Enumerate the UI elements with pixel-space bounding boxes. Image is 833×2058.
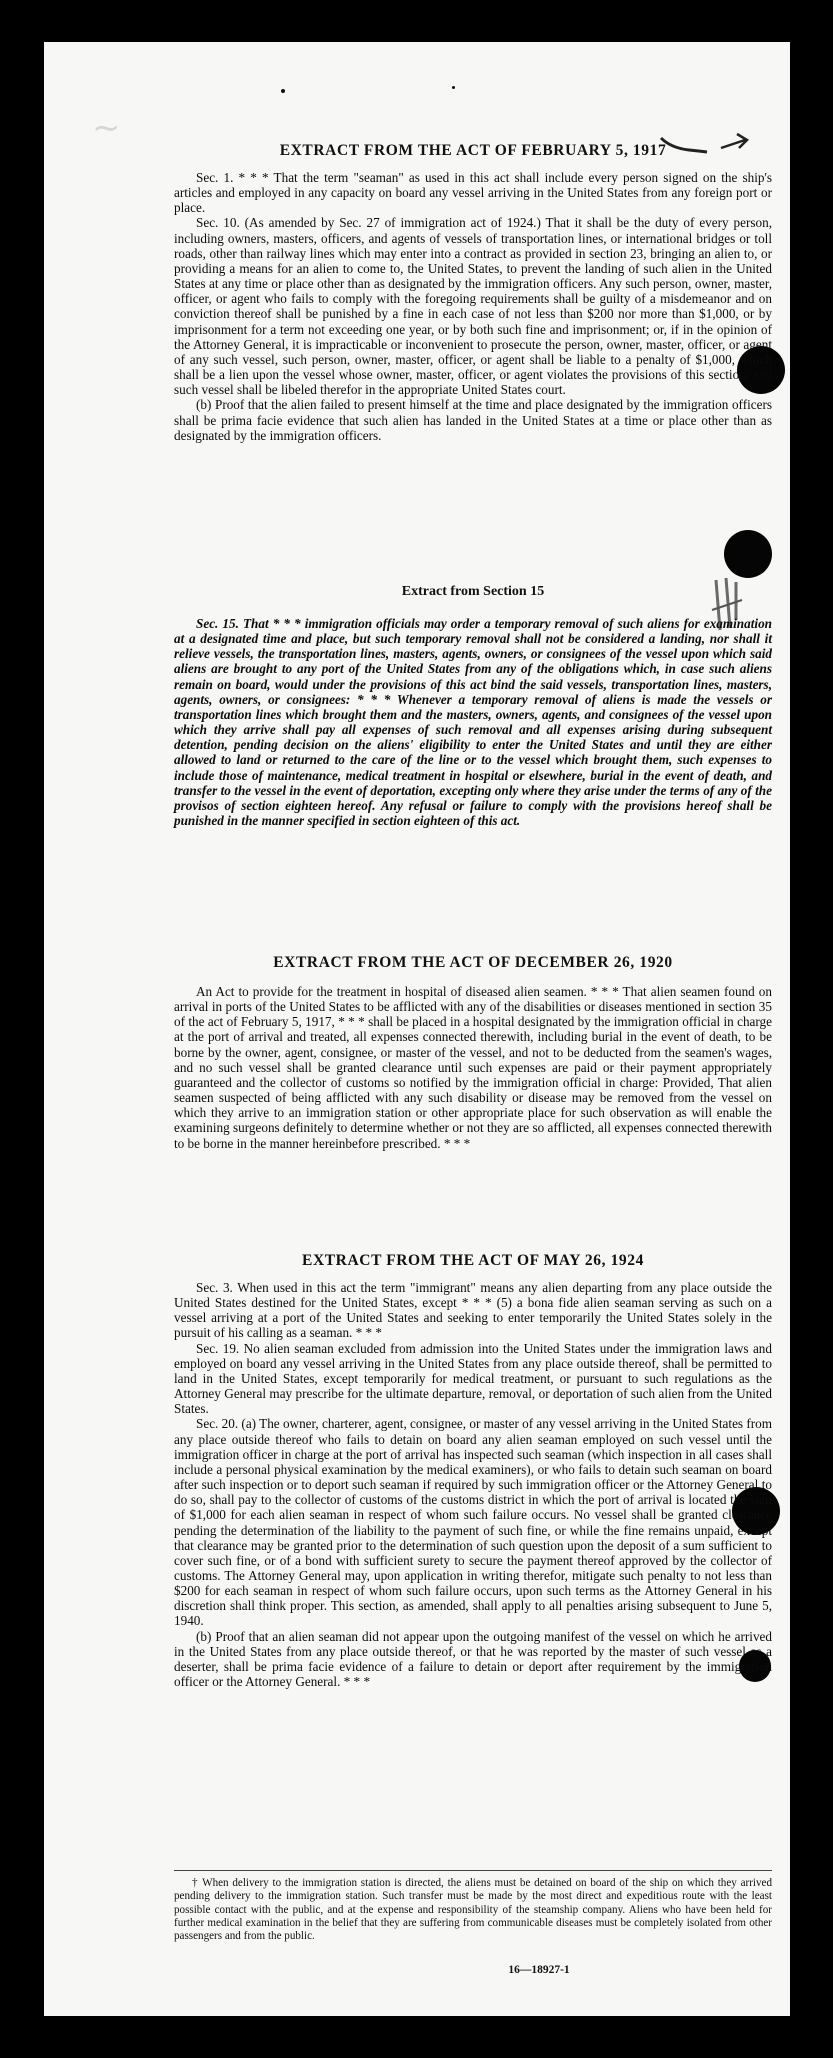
footnote-block [174,1870,772,1943]
form-number: 16—18927-1 [508,1964,570,1976]
section-may-1924 [174,1252,772,1689]
paragraph: Sec. 20. (a) The owner, charterer, agent, consignee, or master of any vessel arriving in the United States from any place outside thereof who fails to detain on board any alien seaman employed on such vessel until the immigration officer in charge at the port of arrival has inspected such seaman (which inspection in all cases shall include a personal physical examination by the medical examiners), or who fails to detain such seaman on board after such inspection or to deport such seaman if required by such immigration officer or the Attorney General to do so, shall pay to the collector of customs of the customs district in which the port of arrival is located the sum of $1,000 for each alien seaman in respect of whom such failure occurs. No vessel shall be granted clearance pending the determination of the liability to the payment of such fine, or while the fine remains unpaid, except that clearance may be granted prior to the determination of such question upon the deposit of a sum sufficient to cover such fine, or of a bond with sufficient surety to secure the payment thereof approved by the collector of customs. The Attorney General may, upon application in writing therefor, mitigate such penalty to not less than $200 for each seaman in respect of whom such failure occurs, upon such terms as the Attorney General in his discretion shall think proper. This section, as amended, shall apply to all penalties arising subsequent to June 5, 1940. [174,1416,772,1629]
paragraph: An Act to provide for the treatment in hospital of diseased alien seamen. * * * That alien seamen found on arrival in ports of the United States to be afflicted with any of the disabilities or diseases mentioned in section 35 of the act of February 5, 1917, * * * shall be placed in a hospital designated by the immigration official in charge at the port of arrival and treated, all expenses connected therewith, including burial in the event of death, to be borne by the owner, agent, consignee, or master of the vessel, and not to be deducted from the seamen's wages, and no such vessel shall be granted clearance until such expenses are paid or their payment appropriately guaranteed and the collector of customs so notified by the immigration official in charge: Provided, That alien seamen suspected of being afflicted with any such disability or disease may be removed from the vessel on which they arrive to an immigration station or other appropriate place for such observation as will enable the examining surgeons definitely to determine whether or not they are so afflicted, all expenses connected therewith to be borne in the manner hereinbefore prescribed. * * * [174,984,772,1151]
paragraph: Sec. 10. (As amended by Sec. 27 of immigration act of 1924.) That it shall be the duty of every person, including owners, masters, officers, and agents of vessels of transportation lines, or international bridges or toll roads, other than railway lines which may enter into a contract as provided in section 23, bringing an alien to, or providing a means for an alien to come to, the United States, to prevent the landing of such alien in the United States at any time or place other than as designated by the immigration officers. Any such person, owner, master, officer, or agent who fails to comply with the foregoing requirements shall be guilty of a misdemeanor and on conviction thereof shall be punished by a fine in each case of not less than $200 nor more than $1,000, or by imprisonment for a term not exceeding one year, or by both such fine and imprisonment; or, if in the opinion of the Attorney General, it is impracticable or inconvenient to prosecute the person, owner, master, officer, or agent of any such vessel, such person, owner, master, officer, or agent shall be liable to a penalty of $1,000, which shall be a lien upon the vessel whose owner, master, officer, or agent violates the provisions of this section, and such vessel shall be libeled therefor in the appropriate United States court. [174,215,772,398]
scan-speck [281,89,285,93]
section-15-extract [174,584,772,828]
divider [174,1870,772,1871]
section-title: EXTRACT FROM THE ACT OF FEBRUARY 5, 1917 [279,142,667,159]
section-feb-1917 [174,142,772,443]
section-subtitle: Extract from Section 15 [401,584,545,599]
section-title: EXTRACT FROM THE ACT OF MAY 26, 1924 [302,1252,644,1269]
paragraph: Sec. 3. When used in this act the term "immigrant" means any alien departing from any place outside the United States destined for the United States, except * * * (5) a bona fide alien seaman serving as such on a vessel arriving at a port of the United States and seeking to enter temporarily the United States solely in the pursuit of his calling as a seaman. * * * [174,1280,772,1341]
paragraph: Sec. 1. * * * That the term "seaman" as used in this act shall include every person signed on the ship's articles and employed in any capacity on board any vessel arriving in the United States from any foreign port or place. [174,170,772,216]
section-dec-1920 [174,954,772,1151]
footnote: † When delivery to the immigration station is directed, the aliens must be detained on board of the ship on which they arrived pending delivery to the immigration station. Such transfer must be made by the most direct and expeditious route with the least possible contact with the public, and at the expense and responsibility of the steamship company. Aliens who have been held for further medical examination in the belief that they are suffering from communicable diseases must be completely isolated from other passengers and from the public. [174,1877,772,1943]
paragraph: (b) Proof that an alien seaman did not appear upon the outgoing manifest of the vessel on which he arrived in the United States from any place outside thereof, or that he was reported by the master of such vessel as a deserter, shall be prima facie evidence of a failure to detain or deport after requirement by the immigration officer or the Attorney General. * * * [174,1628,772,1690]
section-title: EXTRACT FROM THE ACT OF DECEMBER 26, 1920 [273,954,673,971]
scan-speck [452,86,455,89]
paragraph: (b) Proof that the alien failed to present himself at the time and place designated by the immigration officers shall be prima facie evidence that such alien has landed in the United States at a time or place other than as designated by the immigration officers. [174,397,772,443]
punch-hole [724,530,772,578]
faint-handwriting-mark: ∼ [92,108,121,148]
paragraph: Sec. 19. No alien seaman excluded from admission into the United States under the immigration laws and employed on board any vessel arriving in the United States from any place outside thereof, shall be permitted to land in the United States, except temporarily for medical treatment, or pursuant to such regulations as the Attorney General may prescribe for the ultimate departure, removal, or deportation of such alien from the United States. [174,1340,772,1417]
paragraph-italic: Sec. 15. That * * * immigration officials may order a temporary removal of such aliens for examination at a designated time and place, but such temporary removal shall not be considered a landing, nor shall it relieve vessels, the transportation lines, masters, agents, owners, or consignees of the vessel upon which said aliens are brought to any port of the United States from any of the obligations which, in case such aliens remain on board, would under the provisions of this act bind the said vessels, transportation lines, masters, agents, owners, or consignees: * * * Whenever a temporary removal of aliens is made the vessels or transportation lines which brought them and the masters, owners, agents, and consignees of the vessel upon which they arrive shall pay all expenses of such removal and all expenses arising during subsequent detention, pending decision on the aliens' eligibility to enter the United States and until they are either allowed to land or returned to the care of the line or to the vessel which brought them, such expenses to include those of maintenance, medical treatment in hospital or elsewhere, burial in the event of death, and transfer to the vessel in the event of deportation, excepting only where they arise under the terms of any of the provisos of section eighteen hereof. Any refusal or failure to comply with the provisions hereof shall be punished in the manner specified in section eighteen of this act. [174,616,772,829]
document-page [44,42,790,2016]
